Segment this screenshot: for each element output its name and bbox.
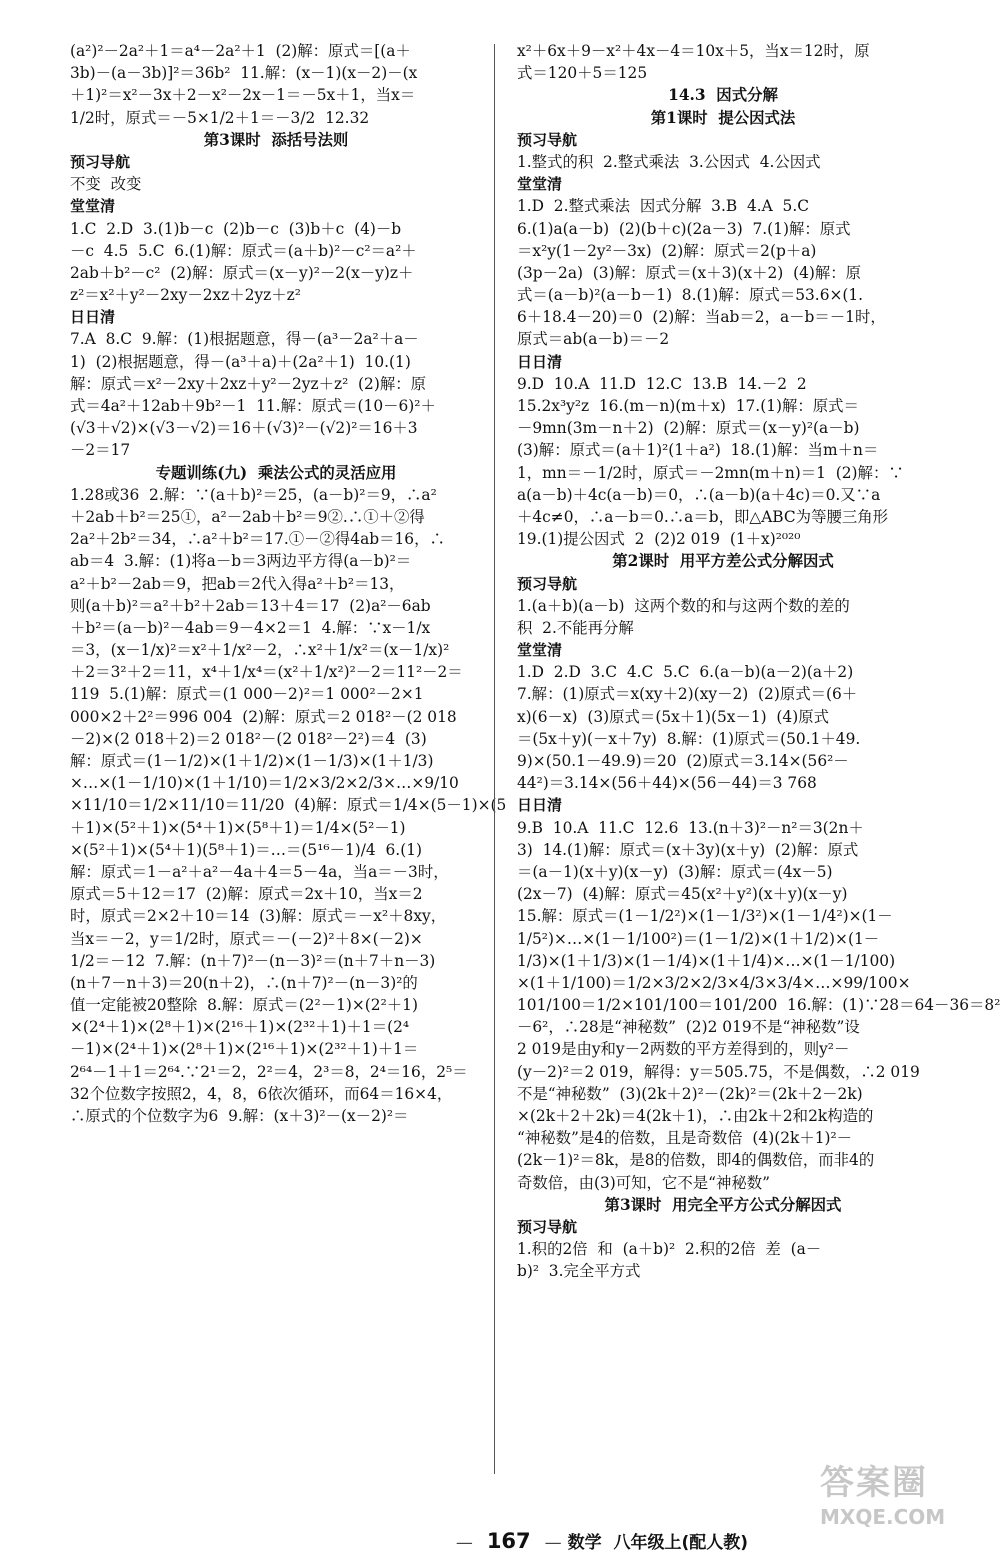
- answer-line: 3b)－(a－3b)]²＝36b² 11.解：(x－1)(x－2)－(x: [70, 64, 418, 83]
- answer-line: 1) (2)根据题意，得－(a³＋a)＋(2a²＋1) 10.(1): [70, 352, 411, 371]
- answer-line: z²＝x²＋y²－2xy－2xz＋2yz＋z²: [70, 286, 301, 305]
- answer-line: －9mn(3m－n＋2) (2)解：原式＝(x－y)²(a－b): [517, 419, 860, 438]
- answer-line: 1/3)×(1＋1/3)×(1－1/4)×(1＋1/4)×…×(1－1/100): [517, 951, 896, 970]
- answer-line: 1.(a＋b)(a－b) 这两个数的和与这两个数的差的: [517, 596, 850, 615]
- watermark-text-top: 答案圈: [820, 1463, 928, 1503]
- answer-line: 值一定能被20整除 8.解：原式＝(2²－1)×(2²＋1): [70, 996, 418, 1015]
- subsection-heading: 预习导航: [517, 574, 578, 593]
- subsection-heading: 预习导航: [517, 130, 578, 149]
- answer-line: 6.(1)a(a－b) (2)(b＋c)(2a－3) 7.(1)解：原式: [517, 219, 851, 238]
- section-title: 专题训练(九) 乘法公式的灵活应用: [155, 463, 397, 482]
- answer-line: ab＝4 3.解：(1)将a－b＝3两边平方得(a－b)²＝: [70, 552, 412, 571]
- answer-line: ＋2ab＋b²＝25①，a²－2ab＋b²＝9②.∴①＋②得: [70, 507, 425, 526]
- answer-line: (2k－1)²＝8k，是8的倍数，即4的偶数倍，而非4的: [517, 1151, 875, 1170]
- answer-line: 解：原式＝x²－2xy＋2xz＋y²－2yz＋z² (2)解：原: [70, 374, 426, 393]
- answer-line: ＋1)×(5²＋1)×(5⁴＋1)×(5⁸＋1)＝1/4×(5²－1): [70, 818, 406, 837]
- answer-line: 1.D 2.整式乘法 因式分解 3.B 4.A 5.C: [517, 197, 810, 216]
- section-title: 第2课时 用平方差公式分解因式: [612, 552, 834, 571]
- answer-line: 1，mn＝－1/2时，原式＝－2mn(m＋n)＝1 (2)解：∵: [517, 463, 904, 482]
- book-title: 数学 八年级上(配人教): [567, 1533, 749, 1553]
- column-divider: [494, 44, 495, 1474]
- answer-line: ＋2＝3²＋2＝11，x⁴＋1/x⁴＝(x²＋1/x²)²－2＝11²－2＝: [70, 663, 463, 682]
- answer-line: 3) 14.(1)解：原式＝(x＋3y)(x＋y) (2)解：原式: [517, 840, 859, 859]
- answer-line: 9.D 10.A 11.D 12.C 13.B 14.－2 2: [517, 374, 807, 393]
- answer-line: 时，原式＝2×2＋10＝14 (3)解：原式＝－x²＋8xy，: [70, 907, 447, 926]
- answer-line: a²＋b²－2ab＝9，把ab＝2代入得a²＋b²＝13，: [70, 574, 405, 593]
- subsection-heading: 日日清: [517, 352, 563, 371]
- answer-line: (3)解：原式＝(a＋1)²(1＋a²) 18.(1)解：当m＋n＝: [517, 441, 879, 460]
- answer-line: ＝(a－1)(x＋y)(x－y) (3)解：原式＝(4x－5): [517, 862, 833, 881]
- answer-line: 15.2x³y²z 16.(m－n)(m＋x) 17.(1)解：原式＝: [517, 397, 859, 415]
- answer-line: ＋4c≠0，∴a－b＝0.∴a＝b，即△ABC为等腰三角形: [517, 507, 889, 526]
- answer-line: 1.C 2.D 3.(1)b－c (2)b－c (3)b＋c (4)－b: [70, 219, 402, 238]
- subsection-heading: 日日清: [517, 796, 563, 815]
- site-watermark-logo: [820, 1462, 988, 1540]
- subsection-heading: 预习导航: [70, 152, 131, 171]
- answer-line: ×(1＋1/100)＝1/2×3/2×2/3×4/3×3/4×…×99/100×: [517, 973, 911, 992]
- answer-line: ×(2⁴＋1)×(2⁸＋1)×(2¹⁶＋1)×(2³²＋1)＋1＝(2⁴: [70, 1018, 410, 1037]
- answer-line: x²＋6x＋9－x²＋4x－4＝10x＋5，当x＝12时，原: [517, 42, 870, 60]
- answer-line: 解：原式＝1－a²＋a²－4a＋4＝5－4a，当a＝－3时，: [70, 862, 449, 881]
- answer-line: ＝x²y(1－2y²－3x) (2)解：原式＝2(p＋a): [517, 241, 817, 260]
- answer-line: 不变 改变: [70, 175, 142, 194]
- answer-line: (3p－2a) (3)解：原式＝(x＋3)(x＋2) (4)解：原: [517, 263, 862, 282]
- right-column: [517, 40, 1000, 1283]
- answer-line: 1.28或36 2.解：∵(a＋b)²＝25，(a－b)²＝9，∴a²: [70, 485, 437, 504]
- subsection-heading: 日日清: [70, 308, 116, 327]
- watermark-text-bottom: MXQE.COM: [820, 1505, 946, 1529]
- answer-line: 2ab＋b²－c² (2)解：原式＝(x－y)²－2(x－y)z＋: [70, 263, 414, 282]
- answer-line: 不是“神秘数” (3)(2k＋2)²－(2k)²＝(2k＋2－2k): [517, 1084, 863, 1103]
- answer-line: 解：原式＝(1－1/2)×(1＋1/2)×(1－1/3)×(1＋1/3): [70, 752, 434, 770]
- answer-line: 当x＝－2，y＝1/2时，原式＝－(－2)²＋8×(－2)×: [70, 929, 423, 948]
- answer-line: ∴原式的个位数字为6 9.解：(x＋3)²－(x－2)²＝: [70, 1107, 409, 1125]
- answer-line: －6²，∴28是“神秘数” (2)2 019不是“神秘数”设: [517, 1018, 860, 1037]
- subsection-heading: 预习导航: [517, 1217, 578, 1236]
- answer-line: (n＋7－n＋3)＝20(n＋2)，∴(n＋7)²－(n－3)²的: [70, 973, 418, 992]
- answer-line: 1.积的2倍 和 (a＋b)² 2.积的2倍 差 (a－: [517, 1240, 822, 1259]
- subsection-heading: 堂堂清: [70, 197, 116, 216]
- answer-line: “神秘数”是4的倍数，且是奇数倍 (4)(2k＋1)²－: [517, 1129, 853, 1148]
- answer-line: (a²)²－2a²＋1＝a⁴－2a²＋1 (2)解：原式＝[(a＋: [70, 42, 411, 60]
- answer-line: 15.解：原式＝(1－1/2²)×(1－1/3²)×(1－1/4²)×(1－: [517, 907, 893, 926]
- answer-line: ×…×(1－1/10)×(1＋1/10)＝1/2×3/2×2/3×…×9/10: [70, 774, 459, 793]
- answer-line: 1.D 2.D 3.C 4.C 5.C 6.(a－b)(a－2)(a＋2): [517, 663, 854, 682]
- section-title: 14.3 因式分解: [668, 86, 778, 105]
- section-title: 第1课时 提公因式法: [650, 108, 796, 127]
- answer-line: (√3＋√2)×(√3－√2)＝16＋(√3)²－(√2)²＝16＋3: [70, 419, 418, 438]
- answer-line: －2＝17: [70, 441, 131, 460]
- answer-line: 2⁶⁴－1＋1＝2⁶⁴.∵2¹＝2，2²＝4，2³＝8，2⁴＝16，2⁵＝: [70, 1062, 468, 1081]
- answer-line: 奇数倍，由(3)可知，它不是“神秘数”: [517, 1173, 771, 1192]
- answer-line: －c 4.5 5.C 6.(1)解：原式＝(a＋b)²－c²＝a²＋: [70, 241, 417, 260]
- answer-line: 7.解：(1)原式＝x(xy＋2)(xy－2) (2)原式＝(6＋: [517, 685, 858, 704]
- answer-line: b)² 3.完全平方式: [517, 1262, 641, 1281]
- page-footer: [445, 1496, 865, 1553]
- subsection-heading: 堂堂清: [517, 175, 563, 194]
- answer-line: ＝3，(x－1/x)²＝x²＋1/x²－2，∴x²＋1/x²＝(x－1/x)²: [70, 641, 450, 660]
- answer-line: 7.A 8.C 9.解：(1)根据题意，得－(a³－2a²＋a－: [70, 330, 419, 349]
- answer-line: 原式＝ab(a－b)＝－2: [517, 330, 670, 349]
- answer-line: 式＝4a²＋12ab＋9b²－1 11.解：原式＝(10－6)²＋: [70, 397, 436, 415]
- answer-line: 2a²＋2b²＝34，∴a²＋b²＝17.①－②得4ab＝16，∴: [70, 530, 445, 549]
- answer-line: 1/2＝－12 7.解：(n＋7)²－(n－3)²＝(n＋7＋n－3): [70, 951, 436, 970]
- section-title: 第3课时 添括号法则: [203, 130, 349, 149]
- answer-line: ×(5²＋1)×(5⁴＋1)(5⁸＋1)＝…＝(5¹⁶－1)/4 6.(1): [70, 840, 422, 859]
- answer-line: －2)×(2 018＋2)＝2 018²－(2 018²－2²)＝4 (3): [70, 729, 427, 748]
- answer-line: 32个位数字按照2，4，8，6依次循环，而64＝16×4，: [70, 1084, 453, 1103]
- answer-line: a(a－b)＋4c(a－b)＝0，∴(a－b)(a＋4c)＝0.又∵a: [517, 485, 881, 504]
- left-column: [70, 40, 507, 1127]
- section-title: 第3课时 用完全平方公式分解因式: [604, 1195, 842, 1214]
- answer-line: ＋b²＝(a－b)²－4ab＝9－4×2＝1 4.解：∵x－1/x: [70, 618, 431, 637]
- answer-line: 101/100＝1/2×101/100＝101/200 16.解：(1)∵28＝64－36＝8²: [517, 996, 1000, 1015]
- answer-line: －1)×(2⁴＋1)×(2⁸＋1)×(2¹⁶＋1)×(2³²＋1)＋1＝: [70, 1040, 419, 1059]
- answer-line: ＝(5x＋y)(－x＋7y) 8.解：(1)原式＝(50.1＋49.: [517, 729, 861, 748]
- answer-line: 原式＝5＋12＝17 (2)解：原式＝2x＋10，当x＝2: [70, 885, 423, 904]
- answer-line: ＋1)²＝x²－3x＋2－x²－2x－1＝－5x＋1，当x＝: [70, 86, 416, 105]
- answer-line: x)(6－x) (3)原式＝(5x＋1)(5x－1) (4)原式: [517, 707, 830, 726]
- subsection-heading: 堂堂清: [517, 641, 563, 660]
- answer-line: 1/5²)×…×(1－1/100²)＝(1－1/2)×(1＋1/2)×(1－: [517, 929, 880, 948]
- footer-dash-right: —: [544, 1533, 562, 1553]
- answer-line: ×11/10＝1/2×11/10＝11/20 (4)解：原式＝1/4×(5－1)×(5: [70, 796, 507, 815]
- answer-line: (y－2)²＝2 019，解得：y＝505.75，不是偶数，∴2 019: [517, 1062, 920, 1081]
- answer-line: 6＋18.4－20)＝0 (2)解：当ab＝2，a－b＝－1时，: [517, 308, 886, 327]
- answer-line: 1.整式的积 2.整式乘法 3.公因式 4.公因式: [517, 152, 821, 171]
- answer-line: 积 2.不能再分解: [517, 618, 634, 637]
- answer-line: 000×2＋2²＝996 004 (2)解：原式＝2 018²－(2 018: [70, 707, 457, 726]
- answer-line: 19.(1)提公因式 2 (2)2 019 (1＋x)²⁰²⁰: [517, 530, 801, 549]
- answer-line: 式＝120＋5＝125: [517, 64, 648, 83]
- answer-line: ×(2k＋2＋2k)＝4(2k＋1)，∴由2k＋2和2k构造的: [517, 1107, 874, 1125]
- answer-line: 9)×(50.1－49.9)＝20 (2)原式＝3.14×(56²－: [517, 752, 849, 770]
- page-number: 167: [486, 1529, 531, 1553]
- answer-line: 则(a＋b)²＝a²＋b²＋2ab＝13＋4＝17 (2)a²－6ab: [70, 596, 431, 615]
- answer-line: 1/2时，原式＝－5×1/2＋1＝－3/2 12.32: [70, 108, 370, 127]
- answer-line: 9.B 10.A 11.C 12.6 13.(n＋3)²－n²＝3(2n＋: [517, 818, 864, 837]
- answer-line: (2x－7) (4)解：原式＝45(x²＋y²)(x＋y)(x－y): [517, 885, 848, 904]
- answer-line: 119 5.(1)解：原式＝(1 000－2)²＝1 000²－2×1: [70, 685, 424, 704]
- answer-line: 44²)＝3.14×(56＋44)×(56－44)＝3 768: [517, 774, 817, 793]
- footer-dash-left: —: [455, 1533, 473, 1553]
- answer-line: 2 019是由y和y－2两数的平方差得到的，则y²－: [517, 1040, 850, 1059]
- answer-line: 式＝(a－b)²(a－b－1) 8.(1)解：原式＝53.6×(1.: [517, 286, 864, 305]
